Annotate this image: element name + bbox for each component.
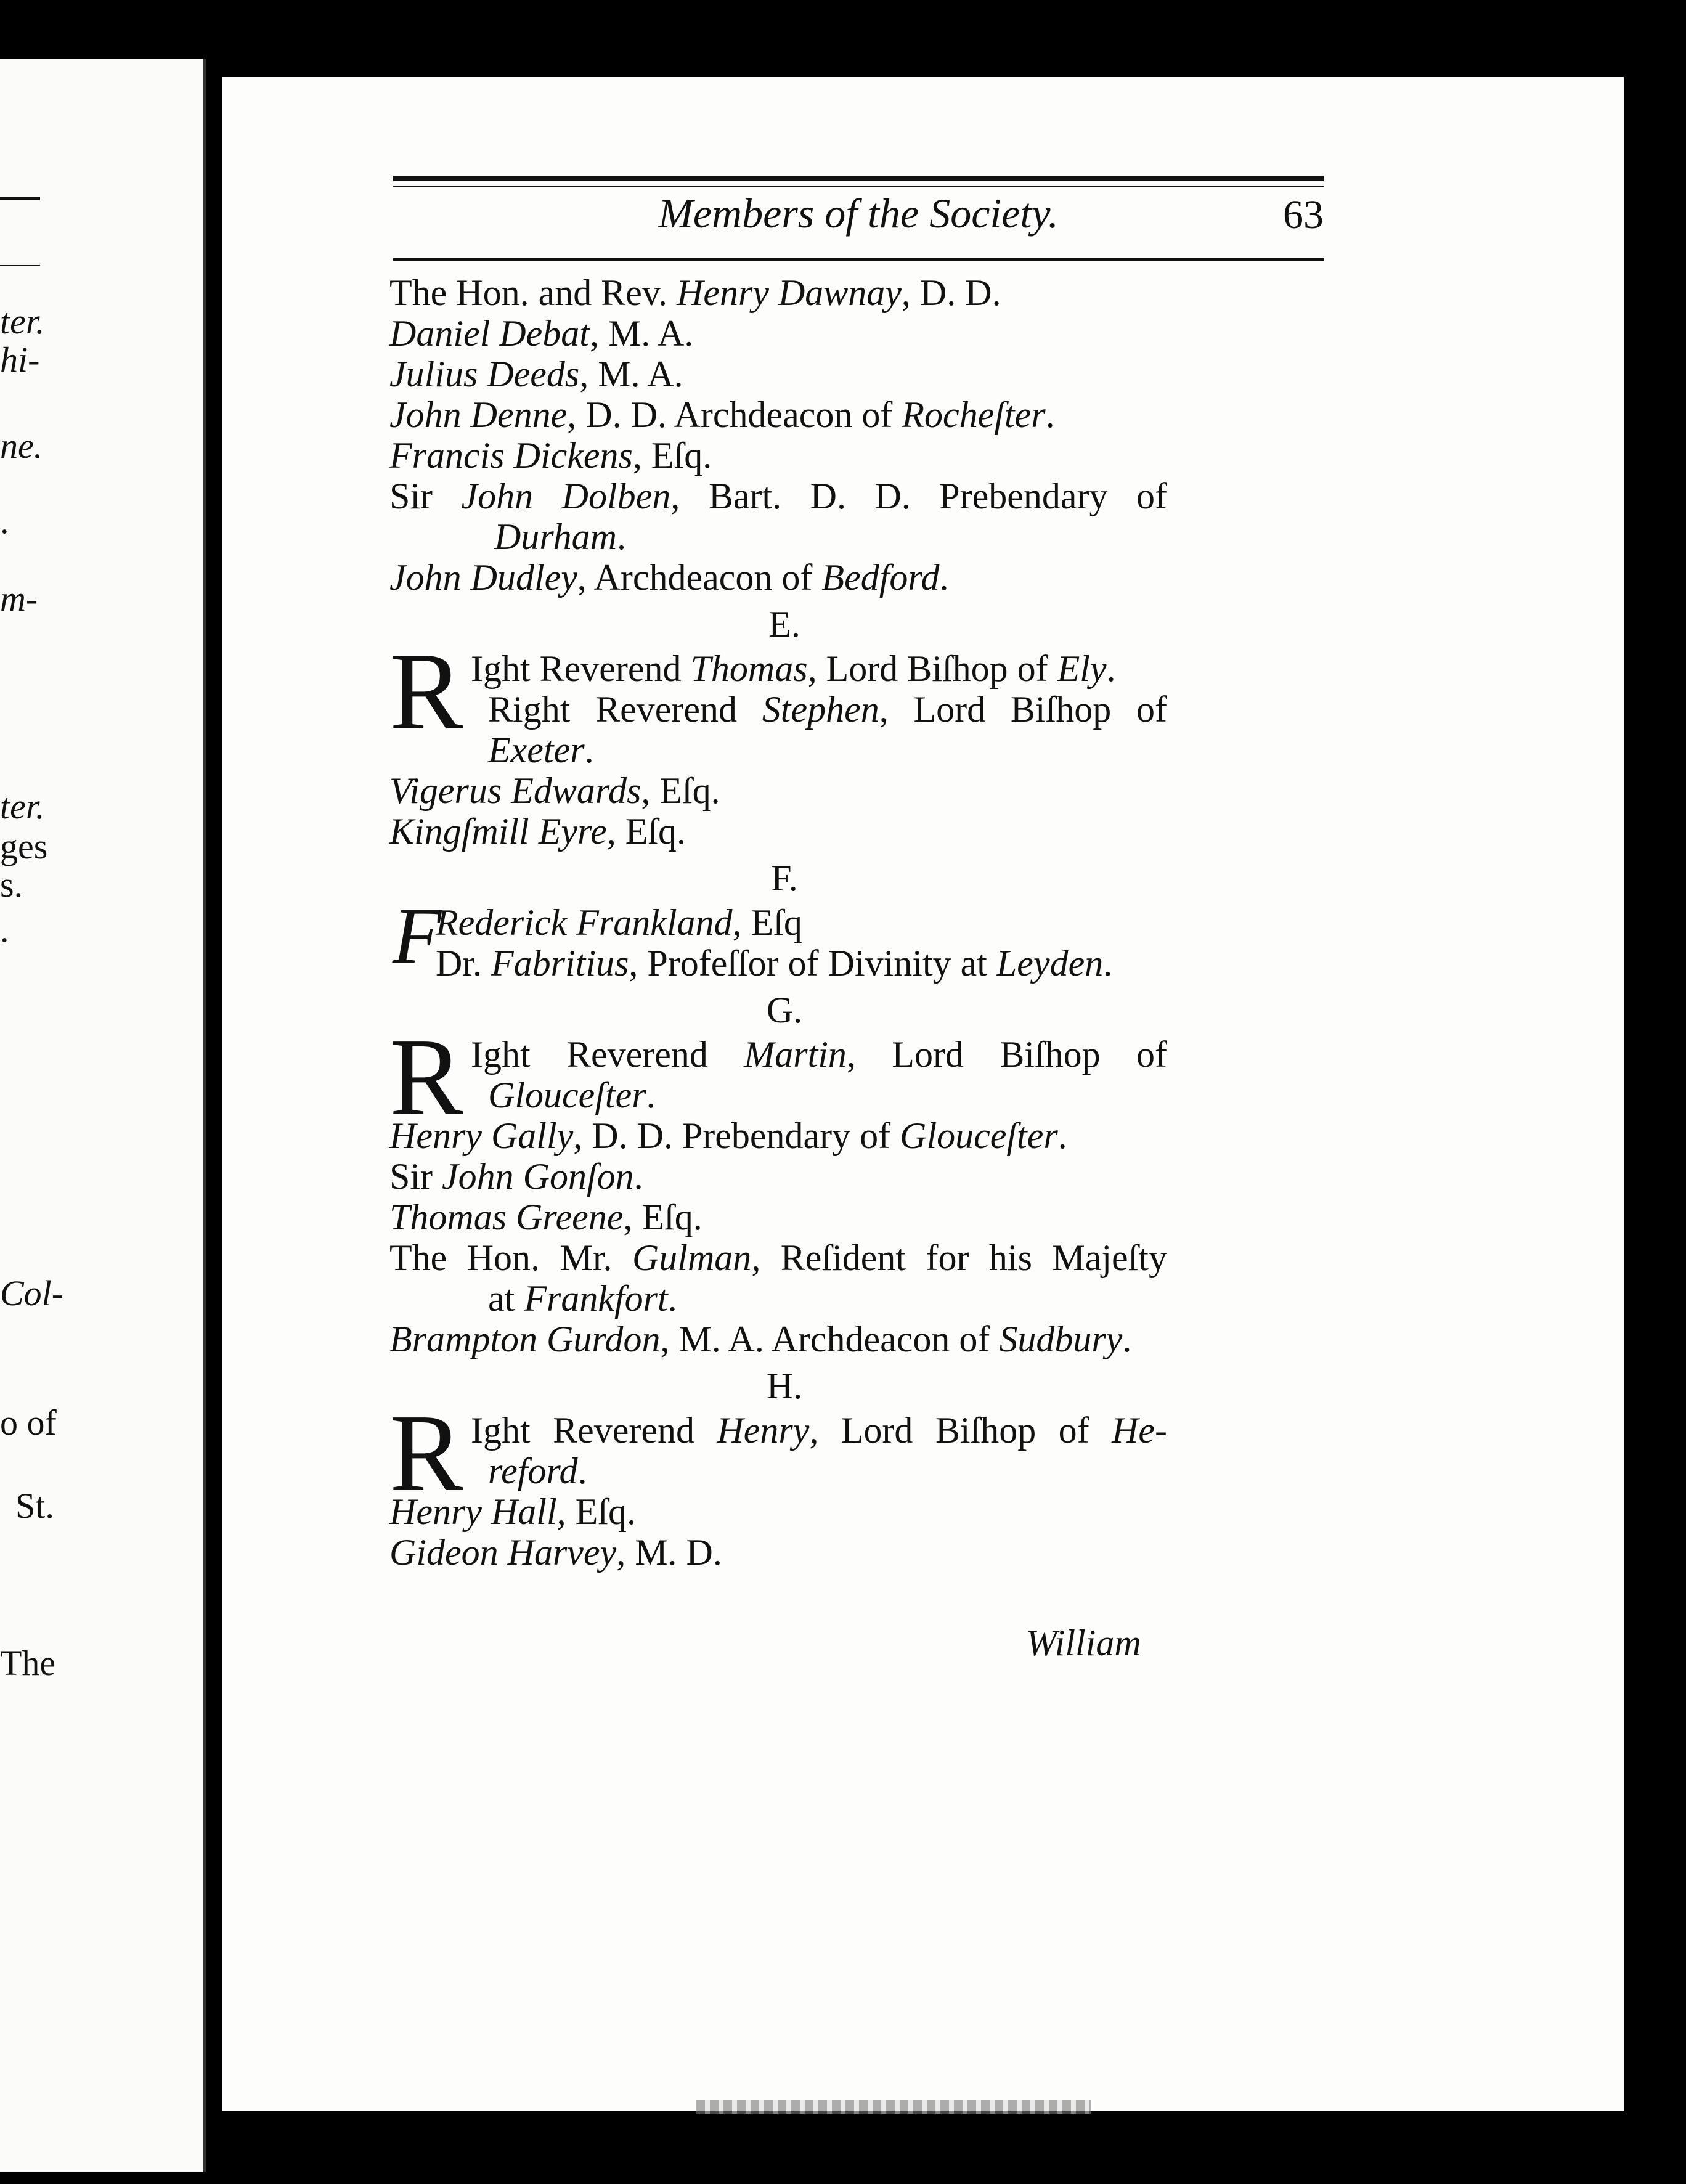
catchword: William	[1026, 1623, 1141, 1663]
list-item: Daniel Debat, M. A.	[389, 313, 694, 354]
list-item: Gideon Harvey, M. D.	[389, 1532, 722, 1573]
list-item: Francis Dickens, Eſq.	[389, 435, 712, 476]
list-item: Sir John Dolben, Bart. D. D. Prebendary of	[389, 476, 1167, 516]
list-item: Julius Deeds, M. A.	[389, 354, 683, 394]
list-item-continuation: reford.	[488, 1451, 587, 1491]
left-margin-text: .	[0, 910, 9, 950]
section-f	[389, 892, 1167, 984]
left-page-fragment	[0, 59, 206, 2172]
drop-cap: R	[389, 1391, 464, 1514]
left-margin-text: o of	[0, 1403, 57, 1443]
list-item: Ight Reverend Henry, Lord Biſhop of He-	[471, 1410, 1167, 1451]
list-item: Ight Reverend Thomas, Lord Biſhop of Ely.	[471, 648, 1116, 689]
page-edge-decoration	[696, 2100, 1091, 2114]
member-list	[389, 272, 1167, 1573]
list-item: Ight Reverend Martin, Lord Biſhop of	[471, 1034, 1167, 1075]
list-item: Thomas Greene, Eſq.	[389, 1197, 702, 1237]
list-item: Vigerus Edwards, Eſq.	[389, 770, 720, 811]
left-margin-text: s.	[0, 865, 23, 905]
list-item: Right Reverend Stephen, Lord Biſhop of	[488, 689, 1167, 730]
drop-cap: R	[389, 630, 464, 752]
left-margin-text: .	[0, 501, 9, 541]
left-page-rule	[0, 197, 40, 200]
section-letter: E.	[768, 604, 800, 645]
left-margin-text: ges	[0, 826, 48, 866]
left-margin-text: St.	[15, 1486, 54, 1526]
left-margin-text: ter.	[0, 786, 45, 826]
list-item: Henry Gally, D. D. Prebendary of Glouceſter.	[389, 1115, 1067, 1156]
page-header	[393, 176, 1324, 261]
drop-cap: F	[393, 892, 442, 980]
left-margin-text: Col-	[0, 1273, 64, 1313]
left-page-rule	[0, 265, 40, 266]
running-head: Members of the Society.	[658, 190, 1059, 237]
section-letter: G.	[766, 990, 803, 1030]
list-item: Sir John Gonſon.	[389, 1156, 643, 1197]
list-item: John Denne, D. D. Archdeacon of Rocheſter.	[389, 394, 1055, 435]
list-item-continuation: at Frankfort.	[488, 1278, 677, 1319]
list-item: The Hon. and Rev. Henry Dawnay, D. D.	[389, 272, 1001, 313]
section-letter: F.	[771, 858, 798, 898]
list-item-continuation: Exeter.	[488, 730, 594, 770]
page-number: 63	[1283, 192, 1324, 237]
list-item: The Hon. Mr. Gulman, Reſident for his Majeſty	[389, 1237, 1167, 1278]
list-item: Brampton Gurdon, M. A. Archdeacon of Sudbury.	[389, 1319, 1132, 1359]
list-item: Henry Hall, Eſq.	[389, 1491, 636, 1532]
left-margin-text: hi-	[0, 340, 40, 380]
left-margin-text: ne.	[0, 426, 43, 466]
drop-cap: R	[389, 1016, 464, 1138]
list-item: Kingſmill Eyre, Eſq.	[389, 811, 686, 852]
list-item: John Dudley, Archdeacon of Bedford.	[389, 557, 949, 598]
left-margin-text: The	[0, 1643, 56, 1683]
left-margin-text: m-	[0, 579, 38, 619]
list-item-continuation: Durham.	[494, 516, 626, 557]
list-item: Dr. Fabritius, Profeſſor of Divinity at Leyden.	[436, 943, 1113, 984]
list-item: Rederick Frankland, Eſq	[436, 902, 802, 943]
section-e	[389, 630, 1167, 770]
left-margin-text: ter.	[0, 301, 45, 341]
list-item-continuation: Glouceſter.	[488, 1075, 656, 1115]
section-letter: H.	[766, 1366, 803, 1406]
